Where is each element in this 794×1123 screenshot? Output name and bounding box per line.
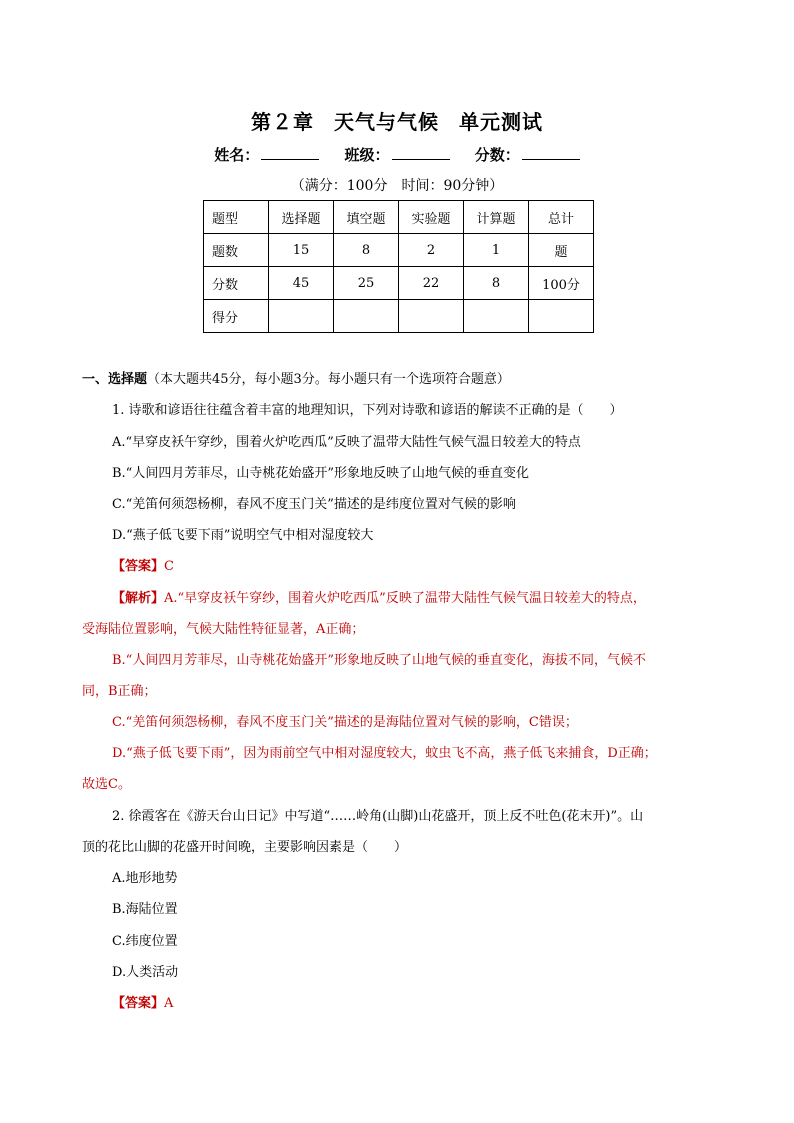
table-cell: 22 xyxy=(399,267,464,300)
table-cell: 题 xyxy=(529,234,594,267)
table-cell: 100分 xyxy=(529,267,594,300)
q2-option-c: C.纬度位置 xyxy=(112,934,178,949)
table-cell: 25 xyxy=(334,267,399,300)
title-chapter: 第２章 xyxy=(251,110,315,134)
section-heading-note: （本大题共45分，每小题3分。每小题只有一个选项符合题意） xyxy=(147,372,510,387)
q1-analysis-line: B.“人间四月芳菲尽，山寺桃花始盛开”形象地反映了山地气候的垂直变化，海拔不同，气候不 xyxy=(112,653,646,668)
analysis-text: A.“早穿皮袄午穿纱，围着火炉吃西瓜”反映了温带大陆性气候气温日较差大的特点， xyxy=(164,591,646,606)
q1-analysis-line: 受海陆位置影响，气候大陆性特征显著，A正确； xyxy=(82,622,365,637)
answer-label: 【答案】 xyxy=(112,996,165,1011)
answer-value: C xyxy=(164,559,174,574)
page-title xyxy=(0,106,794,135)
q2-answer xyxy=(112,992,173,1011)
table-cell-blank[interactable] xyxy=(334,300,399,333)
table-cell: 45 xyxy=(269,267,334,300)
table-header-cell: 填空题 xyxy=(334,201,399,234)
q1-option-a: A.“早穿皮袄午穿纱，围着火炉吃西瓜”反映了温带大陆性气候气温日较差大的特点 xyxy=(112,435,581,450)
section-heading: 一、选择题 xyxy=(82,372,148,387)
table-cell: 15 xyxy=(269,234,334,267)
table-cell: 2 xyxy=(399,234,464,267)
q2-stem-line: 2. 徐霞客在《游天台山日记》中写道“……岭角(山脚)山花盛开，顶上反不吐色(花末开)”。山 xyxy=(112,809,644,824)
exam-note: （满分：100分 时间：90分钟） xyxy=(290,178,504,194)
q1-option-c: C.“羌笛何须怨杨柳，春风不度玉门关”描述的是纬度位置对气候的影响 xyxy=(112,497,516,512)
name-blank[interactable] xyxy=(261,145,319,160)
name-field xyxy=(214,144,319,165)
score-blank[interactable] xyxy=(522,145,580,160)
q1-option-b: B.“人间四月芳菲尽，山寺桃花始盛开”形象地反映了山地气候的垂直变化 xyxy=(112,466,529,481)
answer-value: A xyxy=(164,996,174,1011)
table-cell: 8 xyxy=(334,234,399,267)
score-field xyxy=(475,144,580,165)
table-header-cell: 选择题 xyxy=(269,201,334,234)
q1-analysis-line: 故选C。 xyxy=(82,777,131,792)
table-header-cell: 实验题 xyxy=(399,201,464,234)
q2-option-a: A.地形地势 xyxy=(112,871,178,886)
table-cell-blank[interactable] xyxy=(399,300,464,333)
score-table xyxy=(203,200,594,333)
table-cell: 题数 xyxy=(204,234,269,267)
table-row xyxy=(204,234,594,267)
q1-analysis-line: 同，B正确； xyxy=(82,684,157,699)
table-cell-blank[interactable] xyxy=(464,300,529,333)
title-topic: 天气与气候 xyxy=(334,110,439,134)
q2-stem-line: 顶的花比山脚的花盛开时间晚，主要影响因素是（ ） xyxy=(82,840,408,855)
table-row xyxy=(204,300,594,333)
table-header-cell: 题型 xyxy=(204,201,269,234)
q1-answer xyxy=(112,555,174,574)
table-cell: 8 xyxy=(464,267,529,300)
section-heading-line xyxy=(82,368,510,387)
student-info xyxy=(0,144,794,165)
class-blank[interactable] xyxy=(392,145,450,160)
class-field xyxy=(344,144,449,165)
analysis-label: 【解析】 xyxy=(112,591,165,606)
q1-analysis-line: D.“燕子低飞要下雨”，因为雨前空气中相对湿度较大，蚊虫飞不高，燕子低飞来捕食，D正确； xyxy=(112,746,657,761)
table-header-cell: 计算题 xyxy=(464,201,529,234)
table-header-cell: 总计 xyxy=(529,201,594,234)
title-kind: 单元测试 xyxy=(458,110,543,134)
q1-option-d: D.“燕子低飞要下雨”说明空气中相对湿度较大 xyxy=(112,528,374,543)
table-row xyxy=(204,267,594,300)
score-label: 分数： xyxy=(474,146,520,164)
table-cell: 分数 xyxy=(204,267,269,300)
q2-option-d: D.人类活动 xyxy=(112,965,179,980)
table-header-row xyxy=(204,201,594,234)
table-cell-blank[interactable] xyxy=(269,300,334,333)
answer-label: 【答案】 xyxy=(112,559,165,574)
q1-analysis-line: C.“羌笛何须怨杨柳，春风不度玉门关”描述的是海陆位置对气候的影响，C错误； xyxy=(112,715,578,730)
table-cell-blank[interactable] xyxy=(529,300,594,333)
name-label: 姓名： xyxy=(214,146,260,164)
q2-option-b: B.海陆位置 xyxy=(112,902,178,917)
table-cell: 得分 xyxy=(204,300,269,333)
q1-analysis-line xyxy=(112,587,646,606)
table-cell: 1 xyxy=(464,234,529,267)
q1-stem: 1. 诗歌和谚语往往蕴含着丰富的地理知识，下列对诗歌和谚语的解读不正确的是（ ） xyxy=(112,403,623,418)
class-label: 班级： xyxy=(344,146,390,164)
